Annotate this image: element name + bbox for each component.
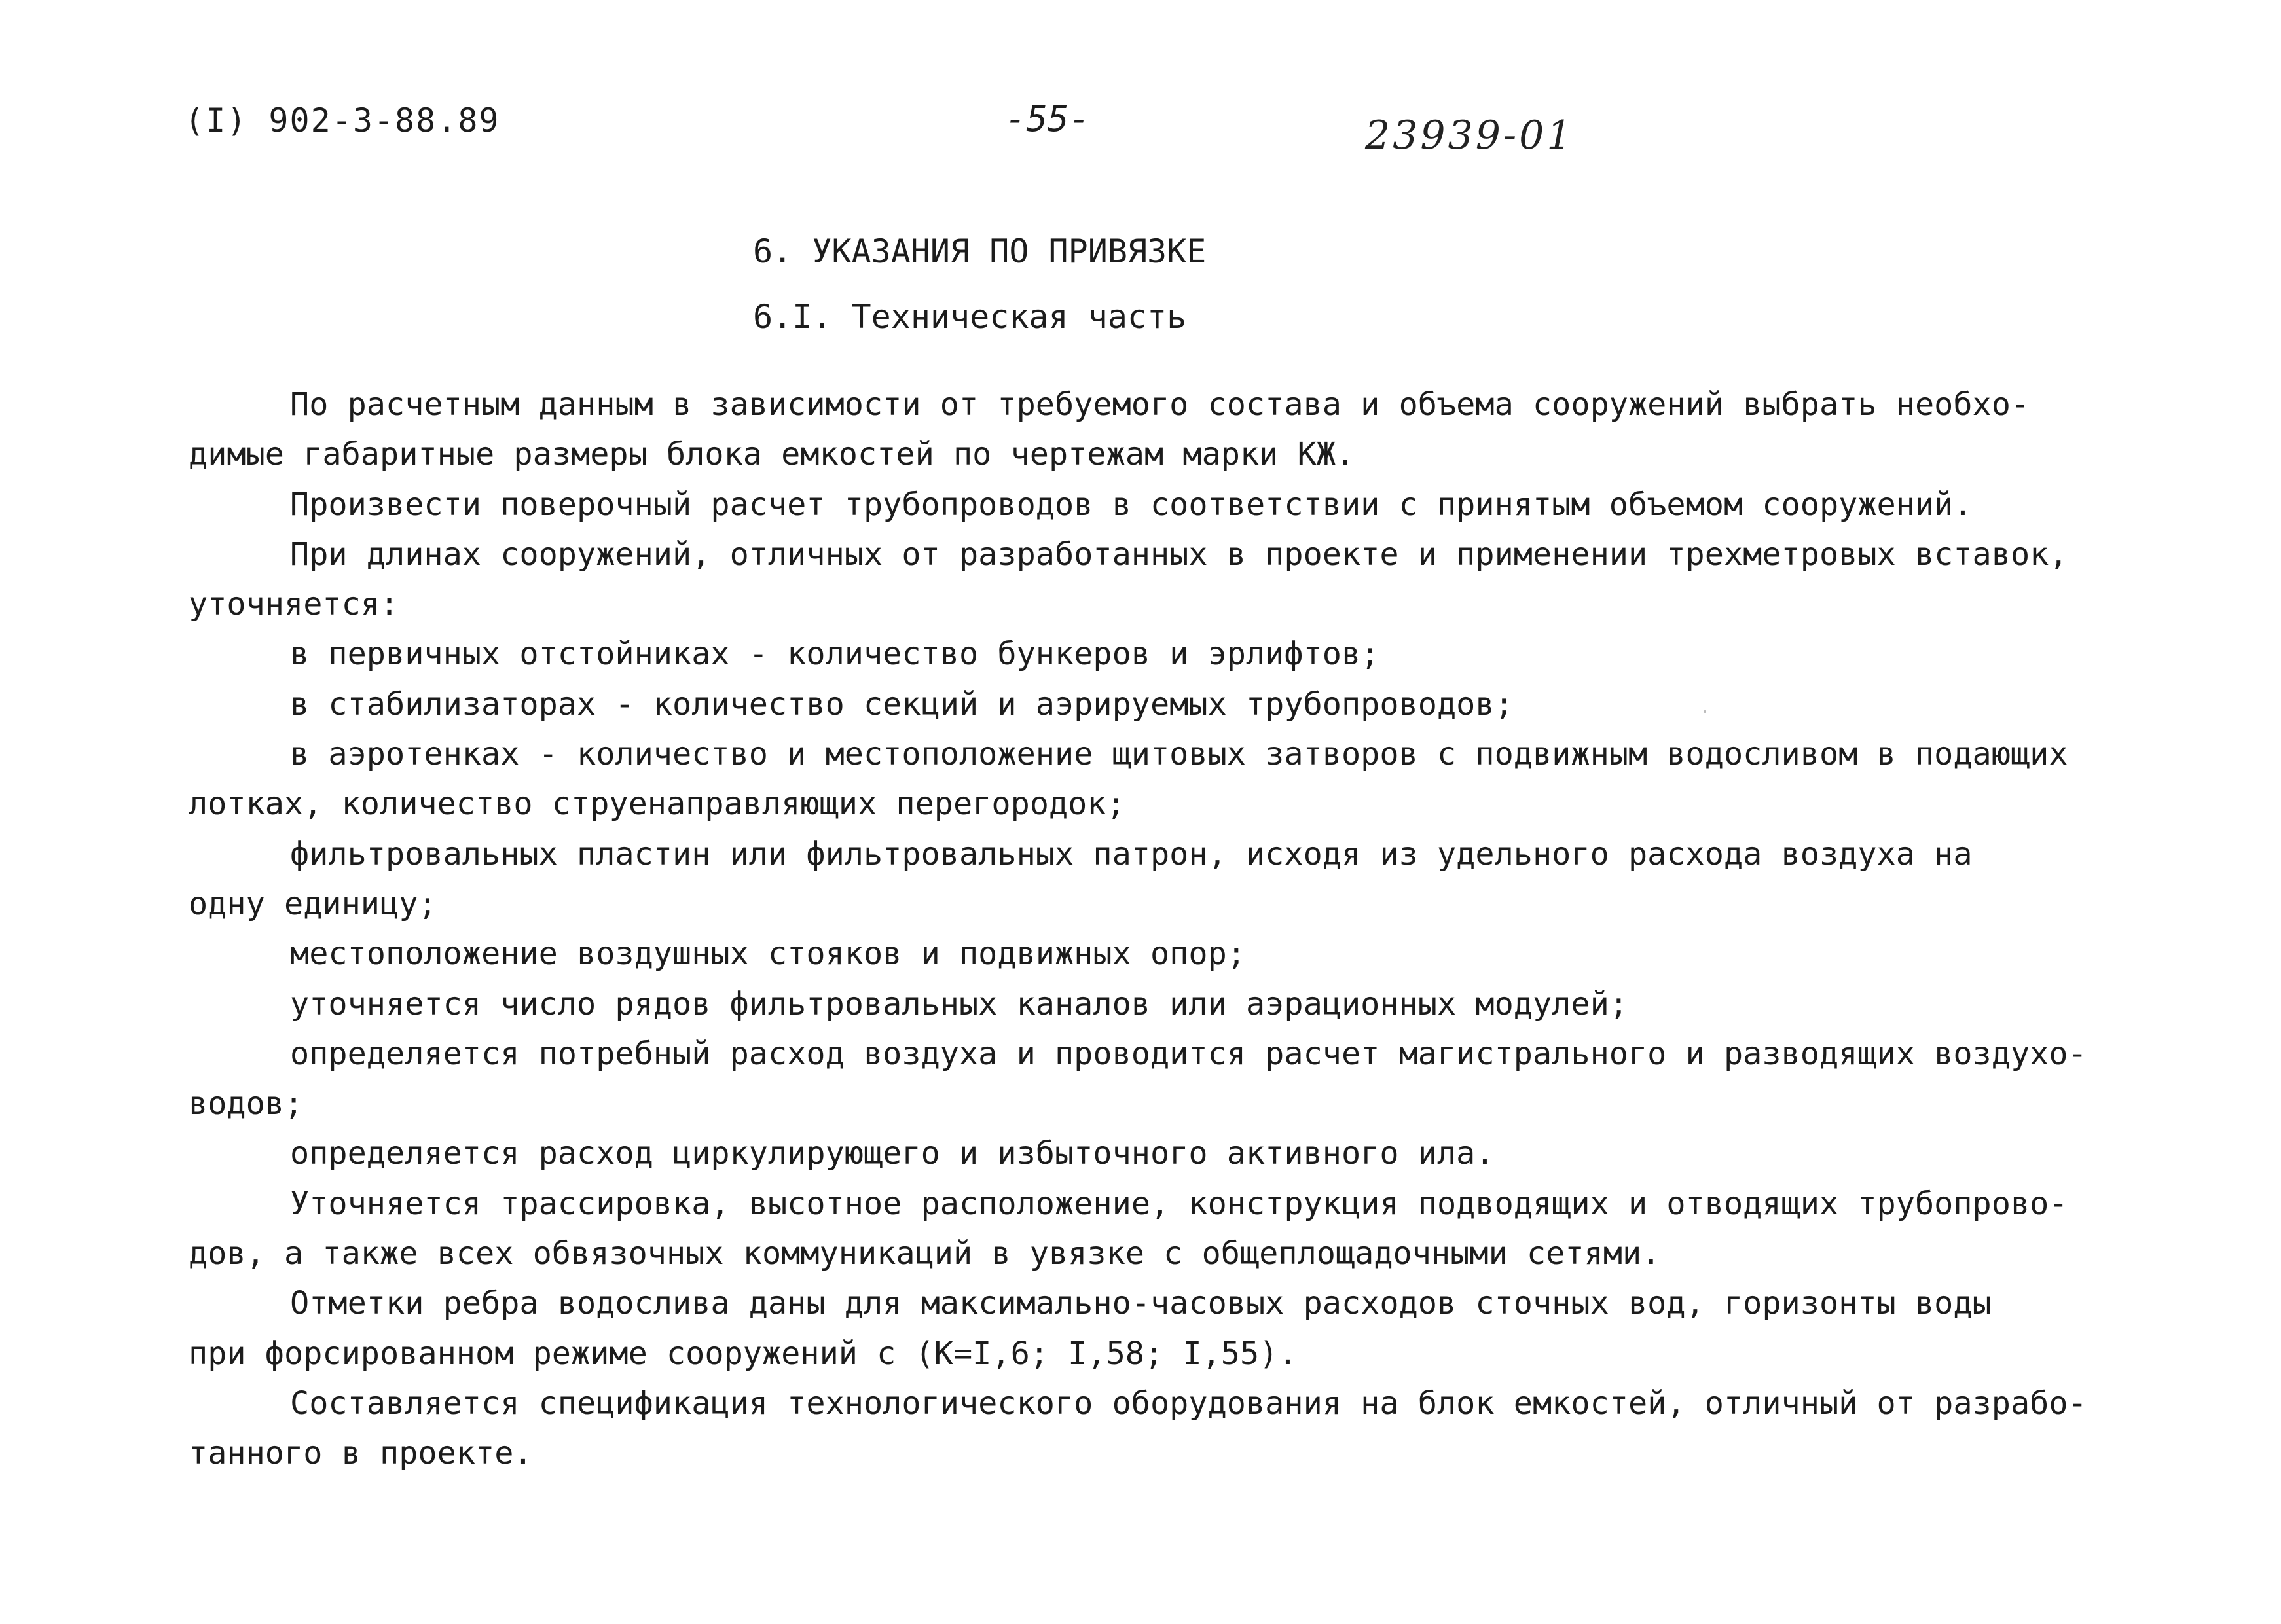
subsection-title: 6.I. Техническая часть [753,298,1187,336]
text-line: димые габаритные размеры блока емкостей по чертежам марки КЖ. [189,436,1355,473]
text-line: одну единицу; [189,885,437,922]
text-line: в аэротенках - количество и местоположение щитовых затворов с подвижным водосливом в подающих [290,736,2068,773]
text-line: уточняется: [189,586,399,623]
text-line: определяется потребный расход воздуха и проводится расчет магистрального и разводящих воздухо- [290,1035,2087,1072]
text-line: При длинах сооружений, отличных от разработанных в проекте и применении трехметровых вставок, [290,535,2068,573]
text-line: водов; [189,1085,304,1123]
text-line: при форсированном режиме сооружений с (К=I,6; I,58; I,55). [189,1335,1298,1372]
page-number: -55- [1005,98,1091,139]
text-line: дов, а также всех обвязочных коммуникаций в увязке с общеплощадочными сетями. [189,1235,1661,1272]
body-text [189,380,2192,1479]
text-line: определяется расход циркулирующего и избыточного активного ила. [290,1135,1495,1172]
text-line: По расчетным данным в зависимости от требуемого состава и объема сооружений выбрать необхо- [290,386,2030,423]
text-line: танного в проекте. [189,1435,533,1472]
text-line: Отметки ребра водослива даны для максимально-часовых расходов сточных вод, горизонты воды [290,1285,1992,1322]
text-line: Уточняется трассировка, высотное расположение, конструкция подводящих и отводящих трубопрово- [290,1185,2068,1222]
document-code: (I) 902-3-88.89 [185,101,500,139]
scan-speck [1704,710,1706,713]
text-line: Составляется спецификация технологического оборудования на блок емкостей, отличный от разрабо- [290,1384,2087,1422]
text-line: Произвести поверочный расчет трубопроводов в соответствии с принятым объемом сооружений. [290,486,1973,523]
text-line: в первичных отстойниках - количество бункеров и эрлифтов; [290,636,1380,673]
handwritten-code: 23939-01 [1365,113,1575,158]
section-title: 6. УКАЗАНИЯ ПО ПРИВЯЗКЕ [753,232,1207,270]
text-line: лотках, количество струенаправляющих перегородок; [189,785,1125,823]
text-line: уточняется число рядов фильтровальных каналов или аэрационных модулей; [290,985,1628,1022]
text-line: местоположение воздушных стояков и подвижных опор; [290,935,1246,973]
text-line: фильтровальных пластин или фильтровальных патрон, исходя из удельного расхода воздуха на [290,835,1973,873]
text-line: в стабилизаторах - количество секций и аэрируемых трубопроводов; [290,685,1514,723]
